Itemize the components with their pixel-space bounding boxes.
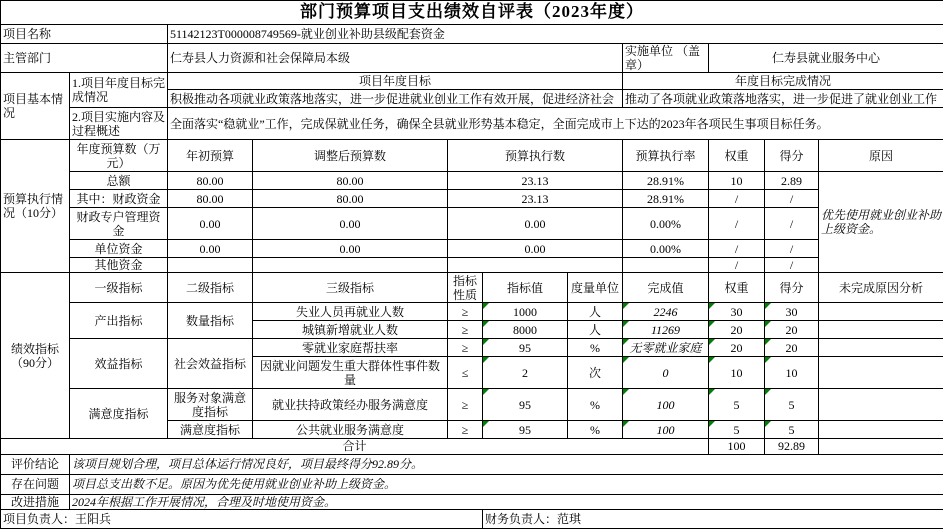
budget-row-label: 其中：财政资金: [70, 190, 168, 208]
perf-header-l2: 二级指标: [168, 273, 253, 303]
perf-nature: ≥: [448, 389, 483, 421]
budget-section-label: 预算执行情况（10分）: [1, 140, 70, 273]
perf-weight: 5: [709, 421, 765, 439]
budget-row-other-funds: [1, 258, 943, 273]
budget-header-weight: 权重: [709, 140, 765, 172]
budget-adjusted: 0.00: [253, 240, 448, 258]
perf-l2: 社会效益指标: [168, 339, 253, 389]
perf-nature: ≥: [448, 339, 483, 357]
perf-header-score: 得分: [765, 273, 819, 303]
conclusion-text: 该项目规划合理，项目总体运行情况良好，项目最终得分92.89分。: [70, 454, 943, 474]
perf-header-weight: 权重: [709, 273, 765, 303]
perf-l3: 失业人员再就业人数: [253, 303, 448, 321]
finance-manager: 财务负责人：范琪: [483, 509, 943, 528]
goal-row-label: 1.项目年度目标完成情况: [70, 73, 168, 108]
perf-unit: 人: [568, 303, 623, 321]
budget-rate: 28.91%: [623, 190, 709, 208]
budget-initial: 80.00: [168, 172, 253, 190]
perf-l1: 产出指标: [70, 303, 168, 339]
perf-l2: 满意度指标: [168, 421, 253, 439]
budget-executed: 23.13: [448, 190, 623, 208]
perf-target: 8000: [483, 321, 568, 339]
perf-score: 10: [765, 357, 819, 389]
budget-score: /: [765, 190, 819, 208]
total-score: 92.89: [765, 439, 819, 454]
perf-header-unit: 度量单位: [568, 273, 623, 303]
perf-header-nature: 指标性质: [448, 273, 483, 303]
budget-score: /: [765, 240, 819, 258]
perf-header-l3: 三级指标: [253, 273, 448, 303]
budget-score: 2.89: [765, 172, 819, 190]
budget-adjusted: 80.00: [253, 172, 448, 190]
budget-header-executed: 预算执行数: [448, 140, 623, 172]
perf-l2: 服务对象满意度指标: [168, 389, 253, 421]
budget-header-adjusted: 调整后预算数: [253, 140, 448, 172]
perf-reason: [819, 357, 943, 389]
budget-row-label: 其他资金: [70, 258, 168, 273]
perf-l1: 满意度指标: [70, 389, 168, 439]
budget-adjusted: [253, 258, 448, 273]
perf-unit: 人: [568, 321, 623, 339]
perf-header-reason: 未完成原因分析: [819, 273, 943, 303]
perf-nature: ≥: [448, 303, 483, 321]
budget-rate: 0.00%: [623, 208, 709, 240]
problems-label: 存在问题: [1, 474, 70, 494]
perf-target: 95: [483, 421, 568, 439]
perf-weight: 20: [709, 339, 765, 357]
perf-section-label: 绩效指标（90分）: [1, 273, 70, 439]
budget-adjusted: 80.00: [253, 190, 448, 208]
perf-l1: 效益指标: [70, 339, 168, 389]
perf-reason: [819, 321, 943, 339]
budget-rate: 28.91%: [623, 172, 709, 190]
budget-weight: 10: [709, 172, 765, 190]
perf-score: 20: [765, 339, 819, 357]
budget-reason: 优先使用就业创业补助上级资金。: [819, 172, 943, 273]
perf-score: 5: [765, 421, 819, 439]
budget-row-total: [1, 172, 943, 190]
dept-value: 仁寿县人力资源和社会保障局本级: [168, 44, 623, 73]
perf-target: 95: [483, 339, 568, 357]
budget-executed: 23.13: [448, 172, 623, 190]
budget-row-special-account: [1, 208, 943, 240]
budget-weight: /: [709, 258, 765, 273]
page-title: 部门预算项目支出绩效自评表（2023年度）: [1, 1, 943, 25]
perf-unit: 次: [568, 357, 623, 389]
perf-actual: 11269: [623, 321, 709, 339]
total-label: 合计: [1, 439, 709, 454]
measures-text: 2024年根据工作开展情况，合理及时地使用资金。: [70, 494, 943, 509]
budget-weight: /: [709, 190, 765, 208]
budget-row-label: 单位资金: [70, 240, 168, 258]
budget-header-rate: 预算执行率: [623, 140, 709, 172]
perf-reason: [819, 303, 943, 321]
perf-header-actual: 完成值: [623, 273, 709, 303]
conclusion-label: 评价结论: [1, 454, 70, 474]
budget-header-reason: 原因: [819, 140, 943, 172]
budget-row-unit-funds: [1, 240, 943, 258]
budget-header-score: 得分: [765, 140, 819, 172]
perf-l3: 城镇新增就业人数: [253, 321, 448, 339]
project-name-value: 51142123T000008749569-就业创业补助县级配套资金: [168, 25, 943, 44]
budget-row-fiscal: [1, 190, 943, 208]
perf-target: 2: [483, 357, 568, 389]
impl-unit-value: 仁寿县就业服务中心: [709, 44, 943, 73]
perf-l3: 就业扶持政策经办服务满意度: [253, 389, 448, 421]
perf-l2: 数量指标: [168, 303, 253, 339]
perf-unit: %: [568, 389, 623, 421]
total-weight: 100: [709, 439, 765, 454]
perf-row: [1, 303, 943, 321]
perf-row: [1, 339, 943, 357]
perf-unit: %: [568, 339, 623, 357]
goal-text: 积极推动各项就业政策落地落实，进一步促进就业创业工作有效开展，促进经济社会: [168, 90, 623, 108]
project-manager: 项目负责人：王阳兵: [1, 509, 483, 528]
impl-unit-label: 实施单位 （盖章）: [623, 44, 709, 73]
budget-header-initial: 年初预算: [168, 140, 253, 172]
dept-label: 主管部门: [1, 44, 168, 73]
perf-nature: ≥: [448, 321, 483, 339]
budget-row-label: 总额: [70, 172, 168, 190]
perf-weight: 30: [709, 303, 765, 321]
budget-adjusted: 0.00: [253, 208, 448, 240]
budget-weight: /: [709, 208, 765, 240]
budget-header-rowhead: 年度预算数（万元）: [70, 140, 168, 172]
perf-target: 1000: [483, 303, 568, 321]
goal-done-header: 年度目标完成情况: [623, 73, 943, 90]
perf-header-target: 指标值: [483, 273, 568, 303]
measures-label: 改进措施: [1, 494, 70, 509]
perf-header-l1: 一级指标: [70, 273, 168, 303]
perf-score: 30: [765, 303, 819, 321]
budget-executed: 0.00: [448, 208, 623, 240]
budget-score: /: [765, 258, 819, 273]
perf-weight: 20: [709, 321, 765, 339]
problems-text: 项目总支出数不足。原因为优先使用就业创业补助上级资金。: [70, 474, 943, 494]
perf-actual: 100: [623, 421, 709, 439]
budget-initial: 0.00: [168, 240, 253, 258]
perf-score: 5: [765, 389, 819, 421]
perf-score: 20: [765, 321, 819, 339]
perf-actual: 100: [623, 389, 709, 421]
budget-initial: 0.00: [168, 208, 253, 240]
perf-row: [1, 389, 943, 421]
perf-actual: 无零就业家庭: [623, 339, 709, 357]
perf-reason: [819, 389, 943, 421]
budget-initial: 80.00: [168, 190, 253, 208]
perf-reason: [819, 339, 943, 357]
perf-target: 95: [483, 389, 568, 421]
perf-l3: 公共就业服务满意度: [253, 421, 448, 439]
perf-unit: %: [568, 421, 623, 439]
perf-weight: 5: [709, 389, 765, 421]
perf-actual: 2246: [623, 303, 709, 321]
total-reason: [819, 439, 943, 454]
project-name-label: 项目名称: [1, 25, 168, 44]
goal-header: 项目年度目标: [168, 73, 623, 90]
budget-rate: [623, 258, 709, 273]
budget-weight: /: [709, 240, 765, 258]
basic-section-label: 项目基本情况: [1, 73, 70, 140]
perf-weight: 10: [709, 357, 765, 389]
perf-reason: [819, 421, 943, 439]
budget-row-label: 财政专户管理资金: [70, 208, 168, 240]
budget-executed: 0.00: [448, 240, 623, 258]
budget-initial: [168, 258, 253, 273]
budget-rate: 0.00%: [623, 240, 709, 258]
goal-done-text: 推动了各项就业政策落地落实，进一步促进了就业创业工作: [623, 90, 943, 108]
budget-executed: [448, 258, 623, 273]
impl-row-label: 2.项目实施内容及过程概述: [70, 108, 168, 140]
perf-nature: ≤: [448, 357, 483, 389]
perf-l3: 零就业家庭帮扶率: [253, 339, 448, 357]
budget-score: /: [765, 208, 819, 240]
perf-l3: 因就业问题发生重大群体性事件数量: [253, 357, 448, 389]
perf-actual: 0: [623, 357, 709, 389]
perf-total-row: [1, 439, 943, 454]
impl-text: 全面落实“稳就业”工作，完成保就业任务，确保全县就业形势基本稳定，全面完成市上下达的2023年各项民生事项目标任务。: [168, 108, 943, 140]
perf-nature: ≥: [448, 421, 483, 439]
